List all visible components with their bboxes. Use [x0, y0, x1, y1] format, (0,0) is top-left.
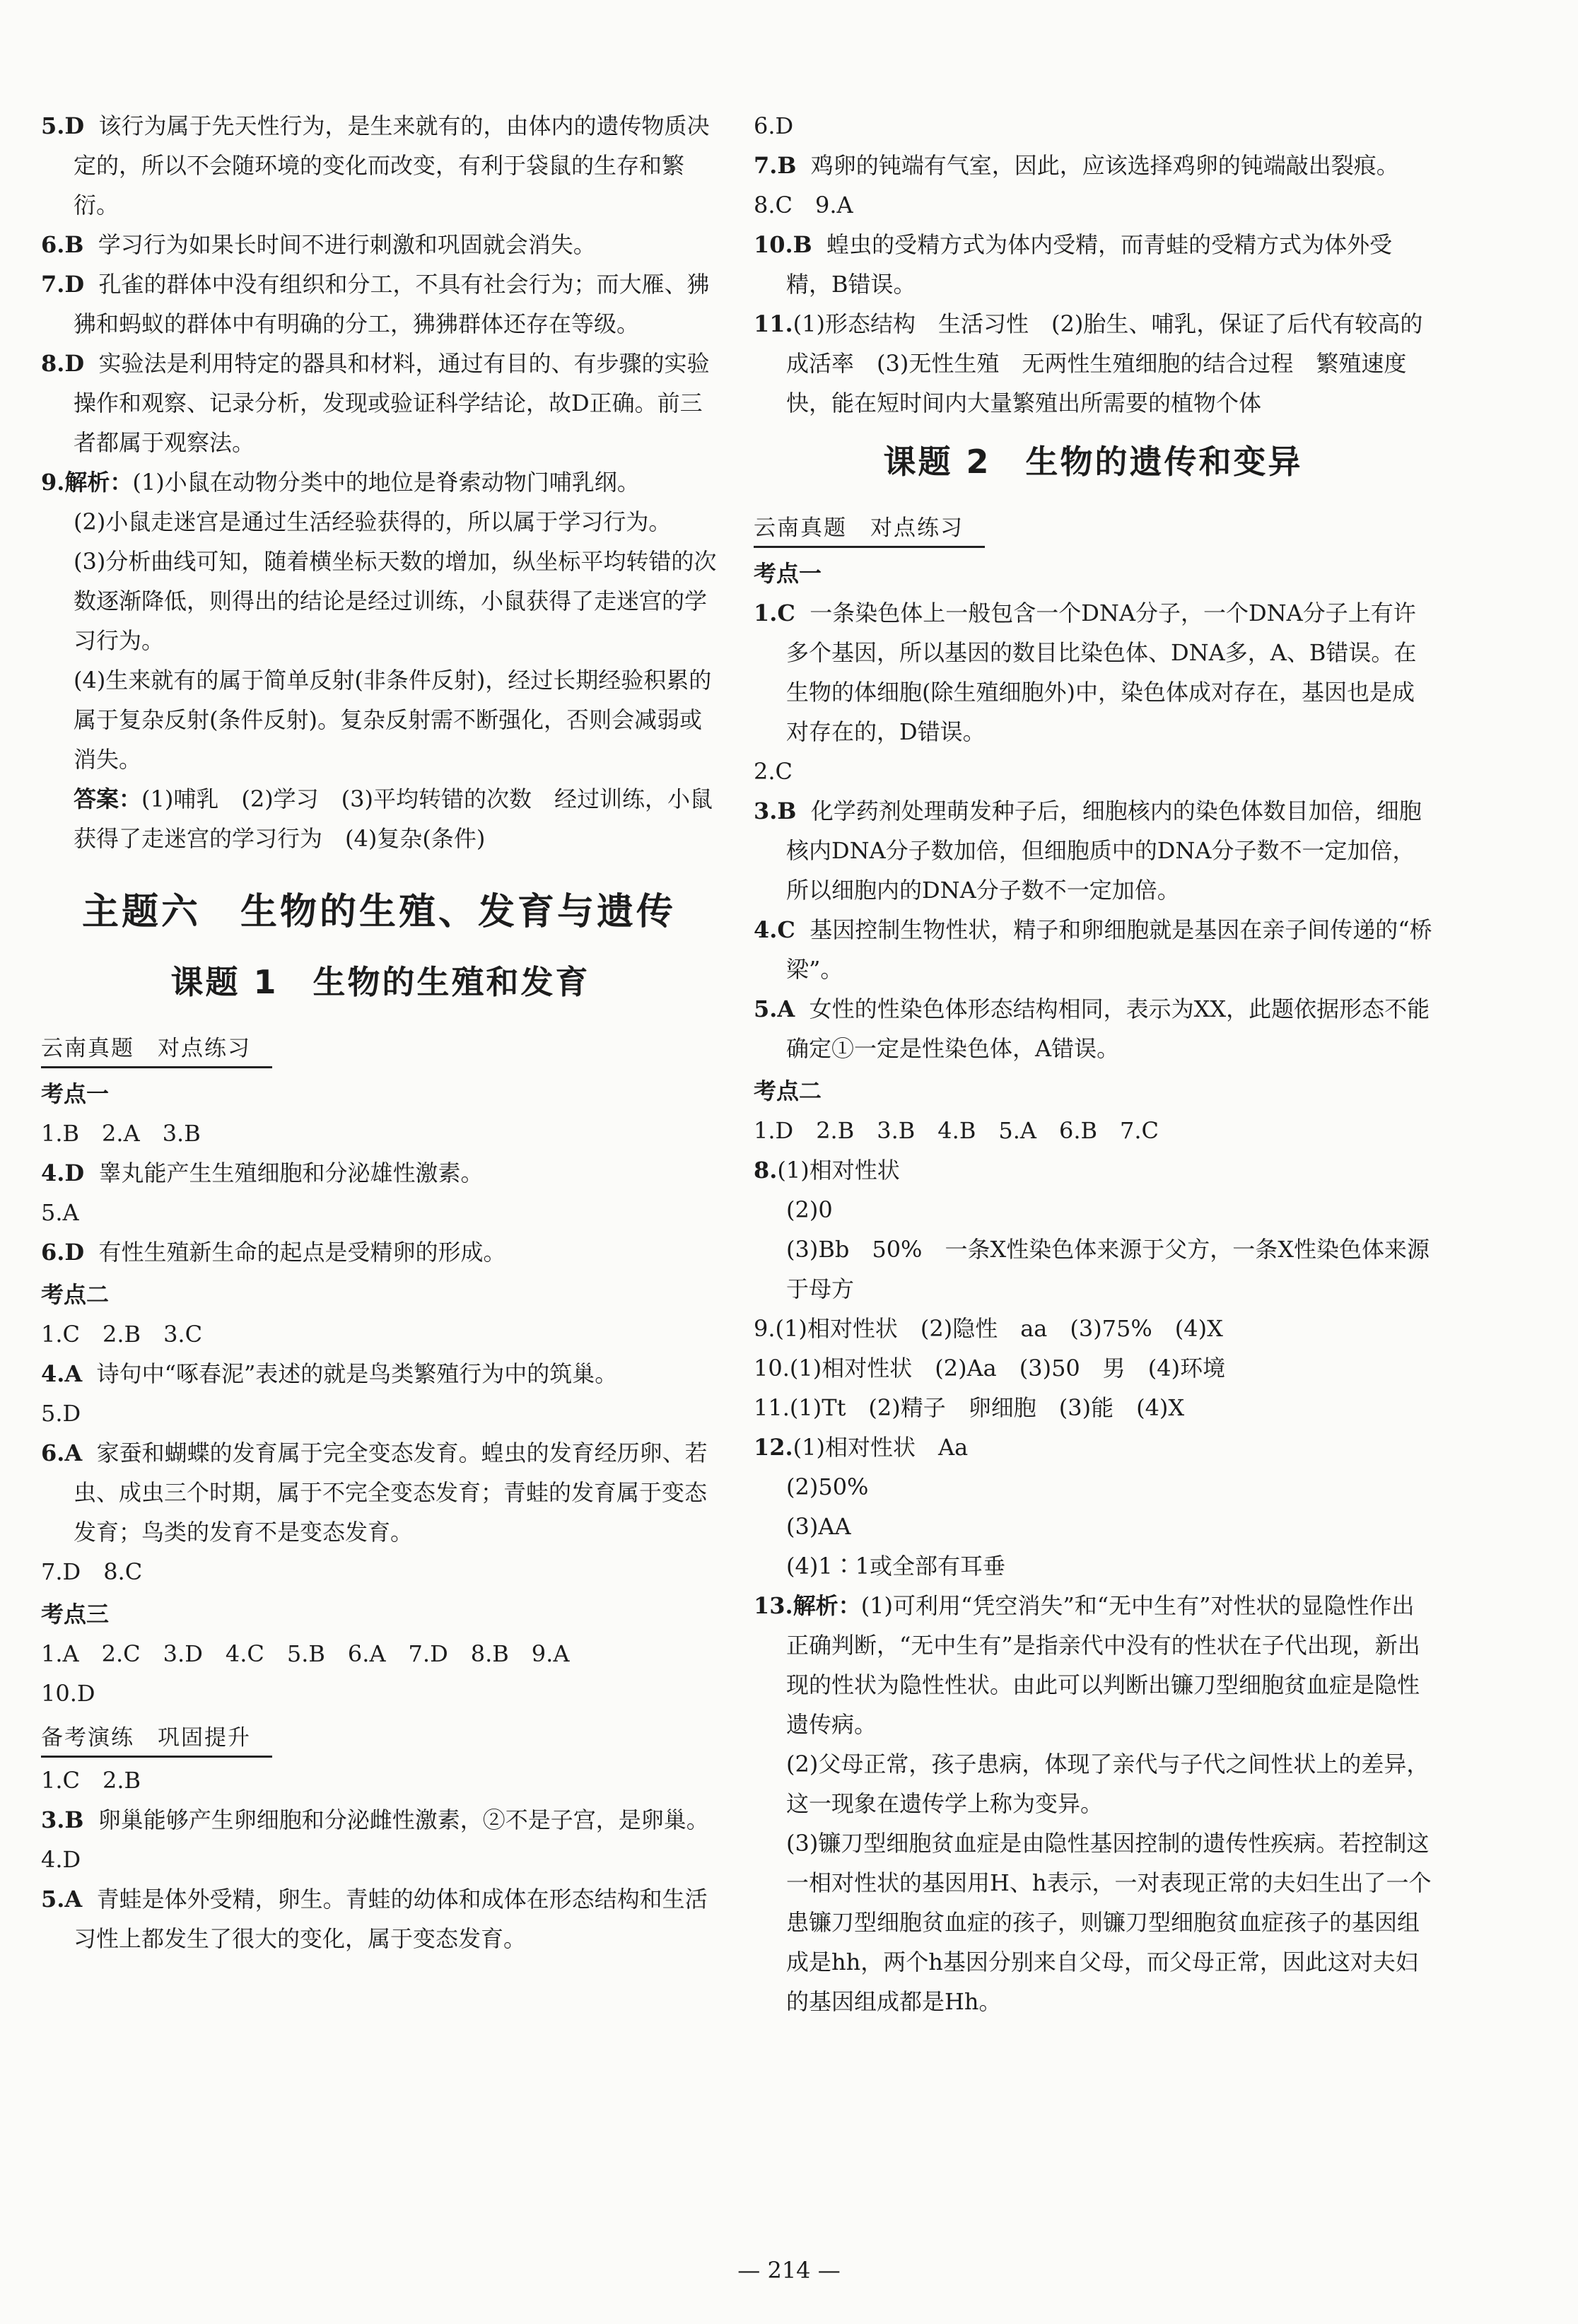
answer-item	[41, 1879, 720, 1958]
analysis-paragraph: (3)分析曲线可知，随着横坐标天数的增加，纵坐标平均转错的次数逐渐降低，则得出的结论是经过训练，小鼠获得了走迷宫的学习行为。	[74, 548, 717, 654]
answer-line: 5.A	[41, 1199, 79, 1226]
answer-item	[754, 1150, 1432, 1190]
analysis-paragraph: (4)生来就有的属于简单反射(非条件反射)，经过长期经验积累的属于复杂反射(条件反射)。复杂反射需不断强化，否则会减弱或消失。	[74, 667, 712, 773]
item-text: (1)可利用“凭空消失”和“无中生有”对性状的显隐性作出正确判断，“无中生有”是指亲代中没有的性状在子代出现，新出现的性状为隐性性状。由此可以判断出镰刀型细胞贫血症是隐性遗传病。	[786, 1592, 1420, 1738]
item-number: 7.D	[41, 271, 85, 298]
item-number: 5.A	[41, 1886, 83, 1913]
item-number: 6.A	[41, 1440, 83, 1466]
answer-text: (1)哺乳 (2)学习 (3)平均转错的次数 经过训练，小鼠获得了走迷宫的学习行为 (4)复杂(条件)	[74, 786, 713, 852]
item-text: (1)小鼠在动物分类中的地位是脊索动物门哺乳纲。	[132, 469, 640, 496]
answer-line: 1.B 2.A 3.B	[41, 1120, 201, 1147]
answer-line: 2.C	[754, 758, 793, 785]
item-number: 1.C	[754, 600, 795, 626]
item-text: 一条染色体上一般包含一个DNA分子，一个DNA分子上有许多个基因，所以基因的数目比染色体、DNA多，A、B错误。在生物的体细胞(除生殖细胞外)中，染色体成对存在，基因也是成对存在的，D错误。	[786, 600, 1417, 745]
answer-item	[41, 106, 720, 225]
subsection-heading: 考点三	[41, 1601, 110, 1628]
item-number: 9.	[41, 469, 65, 496]
answer-line: 11.(1)Tt (2)精子 卵细胞 (3)能 (4)X	[754, 1394, 1185, 1421]
answer-subline: (3)AA	[786, 1513, 851, 1540]
section-label: 云南真题 对点练习	[754, 512, 985, 548]
answer-item	[754, 304, 1432, 423]
item-number: 3.B	[41, 1806, 84, 1833]
answer-line: 6.D	[754, 112, 794, 139]
item-number: 3.B	[754, 798, 797, 824]
answer-subline: (3)Bb 50% 一条X性染色体来源于父方，一条X性染色体来源于母方	[786, 1236, 1430, 1302]
answer-subline: (4)1∶1或全部有耳垂	[786, 1553, 1006, 1579]
item-number: 6.D	[41, 1239, 85, 1266]
answer-line: 1.D 2.B 3.B 4.B 5.A 6.B 7.C	[754, 1117, 1159, 1144]
item-text: 学习行为如果长时间不进行刺激和巩固就会消失。	[98, 231, 596, 258]
item-number: 8.D	[41, 350, 85, 377]
section-label: 备考演练 巩固提升	[41, 1722, 272, 1758]
subsection-heading: 考点一	[754, 560, 822, 587]
answer-subline: (2)50%	[786, 1473, 869, 1500]
answer-item	[754, 1586, 1432, 1744]
item-text: 该行为属于先天性行为，是生来就有的，由体内的遗传物质决定的，所以不会随环境的变化而改变，有利于袋鼠的生存和繁衍。	[74, 112, 710, 218]
answer-item	[41, 462, 720, 502]
answer-item	[754, 225, 1432, 304]
lesson-title: 课题 1 生物的生殖和发育	[170, 963, 590, 1001]
answer-line: 10.(1)相对性状 (2)Aa (3)50 男 (4)环境	[754, 1355, 1226, 1382]
item-text: 孔雀的群体中没有组织和分工，不具有社会行为；而大雁、狒狒和蚂蚁的群体中有明确的分工，狒狒群体还存在等级。	[74, 271, 710, 337]
answer-item	[41, 1232, 720, 1272]
left-column	[41, 106, 720, 1958]
item-text: (1)相对性状	[777, 1157, 900, 1184]
answer-line: 9.(1)相对性状 (2)隐性 aa (3)75% (4)X	[754, 1315, 1223, 1342]
analysis-paragraph: (2)小鼠走迷宫是通过生活经验获得的，所以属于学习行为。	[74, 508, 672, 535]
item-text: 基因控制生物性状，精子和卵细胞就是基因在亲子间传递的“桥梁”。	[786, 916, 1432, 983]
answer-paragraph	[41, 779, 720, 858]
item-text: 睾丸能产生生殖细胞和分泌雄性激素。	[98, 1160, 484, 1186]
item-number: 6.B	[41, 231, 84, 258]
item-number: 11.	[754, 310, 793, 337]
answer-item	[754, 593, 1432, 752]
answer-item	[754, 146, 1432, 185]
answer-item	[754, 1427, 1432, 1467]
item-number: 7.B	[754, 152, 797, 179]
item-number: 13.	[754, 1592, 793, 1619]
item-number: 4.A	[41, 1360, 83, 1387]
item-text: (1)形态结构 生活习性 (2)胎生、哺乳，保证了后代有较高的成活率 (3)无性生殖 无两性生殖细胞的结合过程 繁殖速度快，能在短时间内大量繁殖出所需要的植物个体	[786, 310, 1423, 416]
answer-line: 4.D	[41, 1846, 81, 1873]
answer-item	[41, 344, 720, 462]
analysis-paragraph: (3)镰刀型细胞贫血症是由隐性基因控制的遗传性疾病。若控制这一相对性状的基因用H、h表示，一对表现正常的夫妇生出了一个患镰刀型细胞贫血症的孩子，则镰刀型细胞贫血症孩子的基因组成是hh，两个h基因分别来自父母，而父母正常，因此这对夫妇的基因组成都是Hh。	[786, 1830, 1432, 2015]
item-number: 4.D	[41, 1160, 85, 1186]
answer-line: 8.C 9.A	[754, 192, 853, 218]
subsection-heading: 考点二	[754, 1078, 822, 1104]
answer-line: 1.A 2.C 3.D 4.C 5.B 6.A 7.D 8.B 9.A	[41, 1640, 570, 1667]
subsection-heading: 考点二	[41, 1281, 110, 1308]
answer-label: 答案：	[74, 786, 142, 812]
answer-item	[754, 989, 1432, 1068]
answer-line: 10.D	[41, 1680, 95, 1707]
item-number: 5.D	[41, 112, 85, 139]
page-number: — 214 —	[737, 2257, 841, 2284]
answer-item	[754, 791, 1432, 910]
answer-line: 1.C 2.B	[41, 1767, 141, 1794]
right-column	[754, 106, 1432, 2021]
answer-line: 1.C 2.B 3.C	[41, 1321, 203, 1348]
item-number: 4.C	[754, 916, 795, 943]
lesson-title: 课题 2 生物的遗传和变异	[883, 443, 1303, 481]
item-text: 实验法是利用特定的器具和材料，通过有目的、有步骤的实验操作和观察、记录分析，发现或验证科学结论，故D正确。前三者都属于观察法。	[74, 350, 710, 456]
item-text: 鸡卵的钝端有气室，因此，应该选择鸡卵的钝端敲出裂痕。	[810, 152, 1399, 179]
answer-item	[41, 1354, 720, 1394]
analysis-label: 解析：	[793, 1592, 861, 1619]
item-text: (1)相对性状 Aa	[793, 1434, 969, 1461]
item-number: 8.	[754, 1157, 778, 1184]
item-text: 化学药剂处理萌发种子后，细胞核内的染色体数目加倍，细胞核内DNA分子数加倍，但细胞质中的DNA分子数不一定加倍，所以细胞内的DNA分子数不一定加倍。	[786, 798, 1422, 904]
section-label: 云南真题 对点练习	[41, 1032, 272, 1068]
answer-item	[41, 1800, 720, 1840]
item-number: 5.A	[754, 995, 795, 1022]
analysis-label: 解析：	[64, 469, 133, 496]
item-text: 女性的性染色体形态结构相同，表示为XX，此题依据形态不能确定①一定是性染色体，A错误。	[786, 995, 1430, 1062]
analysis-paragraph: (2)父母正常，孩子患病，体现了亲代与子代之间性状上的差异，这一现象在遗传学上称为变异。	[786, 1751, 1430, 1817]
item-text: 卵巢能够产生卵细胞和分泌雌性激素，②不是子宫，是卵巢。	[98, 1806, 709, 1833]
item-number: 10.B	[754, 231, 812, 258]
item-text: 有性生殖新生命的起点是受精卵的形成。	[98, 1239, 506, 1266]
answer-item	[41, 1433, 720, 1552]
answer-line: 5.D	[41, 1400, 81, 1427]
item-text: 蝗虫的受精方式为体内受精，而青蛙的受精方式为体外受精，B错误。	[786, 231, 1393, 298]
answer-item	[41, 264, 720, 344]
answer-line: 7.D 8.C	[41, 1558, 143, 1585]
item-text: 青蛙是体外受精，卵生。青蛙的幼体和成体在形态结构和生活习性上都发生了很大的变化，属于变态发育。	[74, 1886, 708, 1952]
item-text: 家蚕和蝴蝶的发育属于完全变态发育。蝗虫的发育经历卵、若虫、成虫三个时期，属于不完全变态发育；青蛙的发育属于变态发育；鸟类的发育不是变态发育。	[74, 1440, 708, 1546]
subsection-heading: 考点一	[41, 1080, 110, 1107]
item-text: 诗句中“啄春泥”表述的就是鸟类繁殖行为中的筑巢。	[96, 1360, 618, 1387]
item-number: 12.	[754, 1434, 793, 1461]
answer-subline: (2)0	[786, 1196, 833, 1223]
theme-title: 主题六 生物的生殖、发育与遗传	[82, 891, 677, 933]
answer-item	[41, 1153, 720, 1193]
answer-item	[41, 225, 720, 264]
answer-item	[754, 910, 1432, 989]
